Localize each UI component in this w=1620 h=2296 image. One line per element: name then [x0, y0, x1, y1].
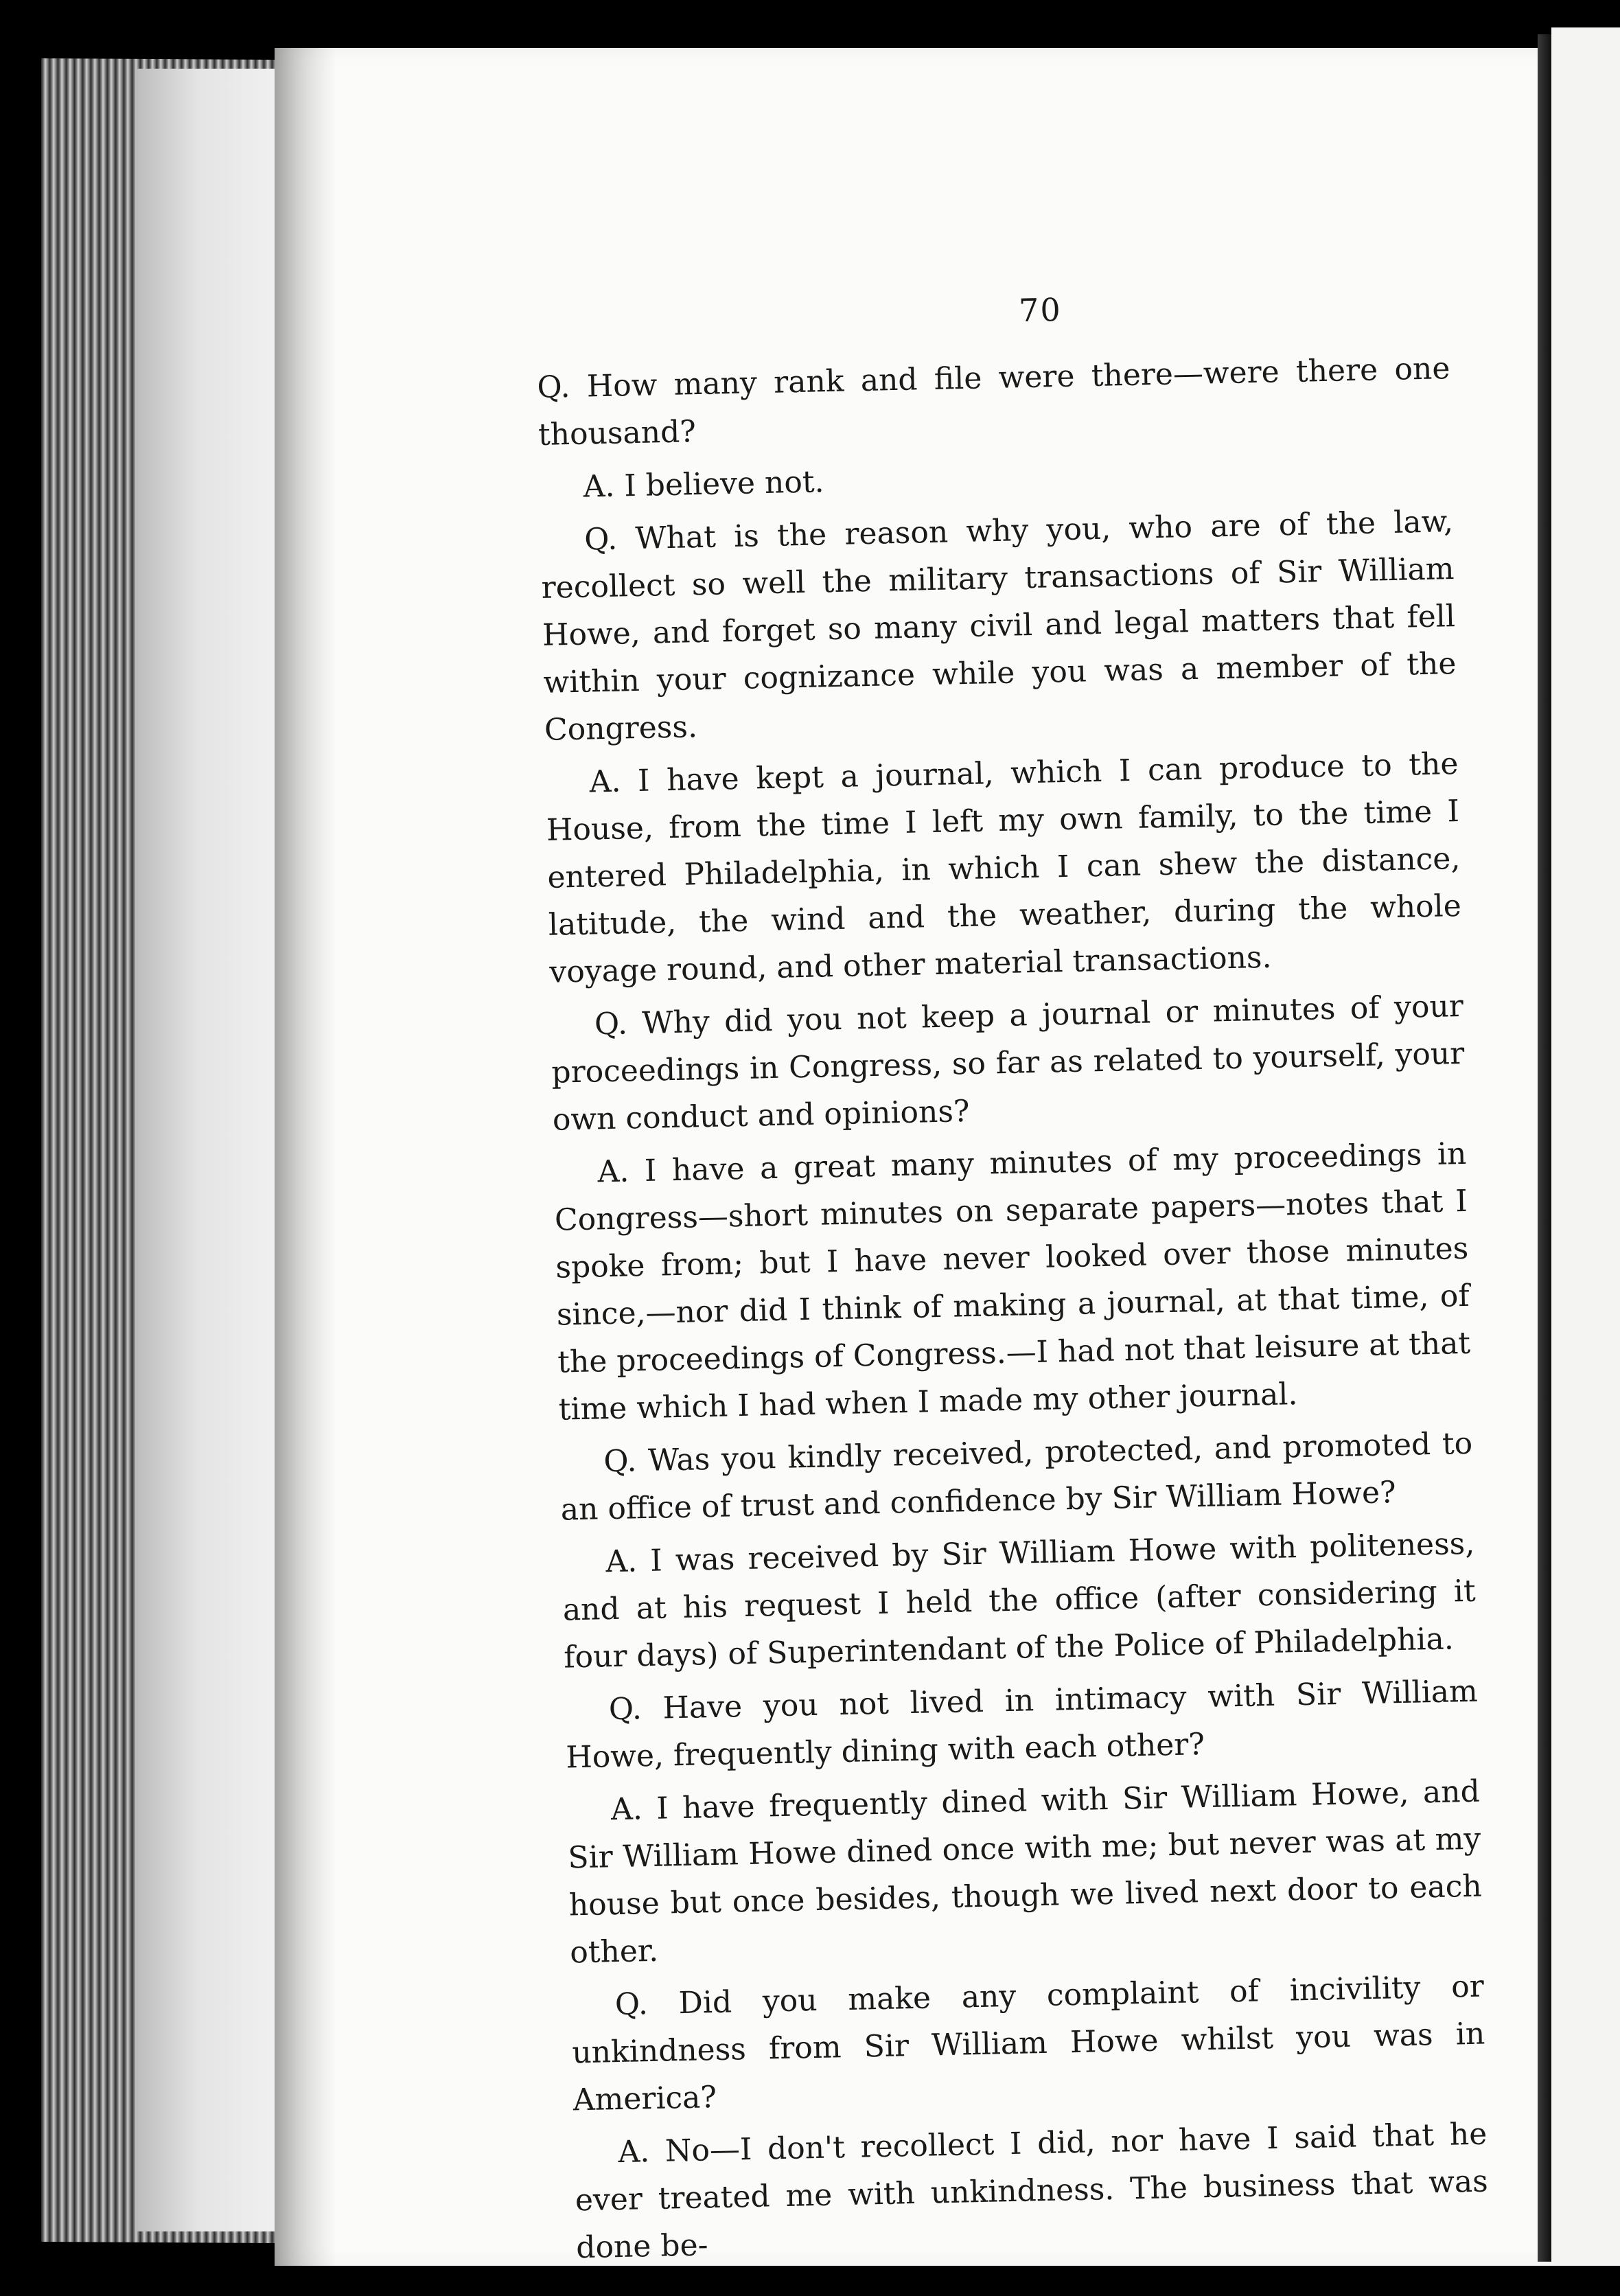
paragraph-a-no-recollect: A. No—I don't recollect I did, nor have I said that he ever treated me with unkindness. The business that was done be-: [575, 2116, 1489, 2266]
paragraph-q-kindly-received: Q. Was you kindly received, protected, and promoted to an office of trust and confidence by Sir William Howe?: [560, 1425, 1473, 1528]
paragraph-q-why-not-journal: Q. Why did you not keep a journal or minutes of your proceedings in Congress, so far as related to yourself, your own conduct and opinions?: [551, 988, 1465, 1138]
paragraph-a-received-politeness: A. I was received by Sir William Howe with politeness, and at his request I held the office (after considering it four days) of Superintendant of the Police of Philadelphia.: [562, 1526, 1477, 1675]
gutter-shadow: [275, 48, 336, 2266]
paragraph-a-kept-journal: A. I have kept a journal, which I can produce to the House, from the time I left my own family, to the time I entered Philadelphia, in which I can shew the distance, latitude, the wind and the weather, during the whole voyage round, and other material transactions.: [546, 746, 1462, 990]
paragraph-q-complaint: Q. Did you make any complaint of incivility or unkindness from Sir William Howe whilst you was in America?: [571, 1968, 1485, 2118]
page-right-edge: [1538, 34, 1551, 2262]
facing-page-edge: [1551, 27, 1620, 2266]
paragraph-a-believe-not: A. I believe not.: [583, 464, 824, 505]
page-text-block: [535, 283, 1490, 2277]
paragraph-a-dined: A. I have frequently dined with Sir William Howe, and Sir William Howe dined once with me; but never was at my house but once besides, though we lived next door to each other.: [567, 1773, 1483, 1971]
book-page-edges-light: [137, 69, 288, 2231]
paragraph-q-intimacy: Q. Have you not lived in intimacy with Sir William Howe, frequently dining with each other?: [565, 1673, 1479, 1776]
paragraph-q-reason-recollect: Q. What is the reason why you, who are of the law, recollect so well the military transactions of Sir William Howe, and forget so many civil and legal matters that fell within your cognizance while you was a member of the Congress.: [541, 504, 1457, 748]
paragraph-q-rank-and-file: Q. How many rank and file were there—were there one thousand?: [537, 351, 1450, 452]
page-number: 70: [1018, 290, 1063, 330]
paragraph-a-minutes: A. I have a great many minutes of my proceedings in Congress—short minutes on separate papers—notes that I spoke from; but I have never looked over those minutes since,—nor did I think of making a journal, at that time, of the proceedings of Congress.—I had not that leisure at that time which I had when I made my other journal.: [554, 1136, 1471, 1427]
